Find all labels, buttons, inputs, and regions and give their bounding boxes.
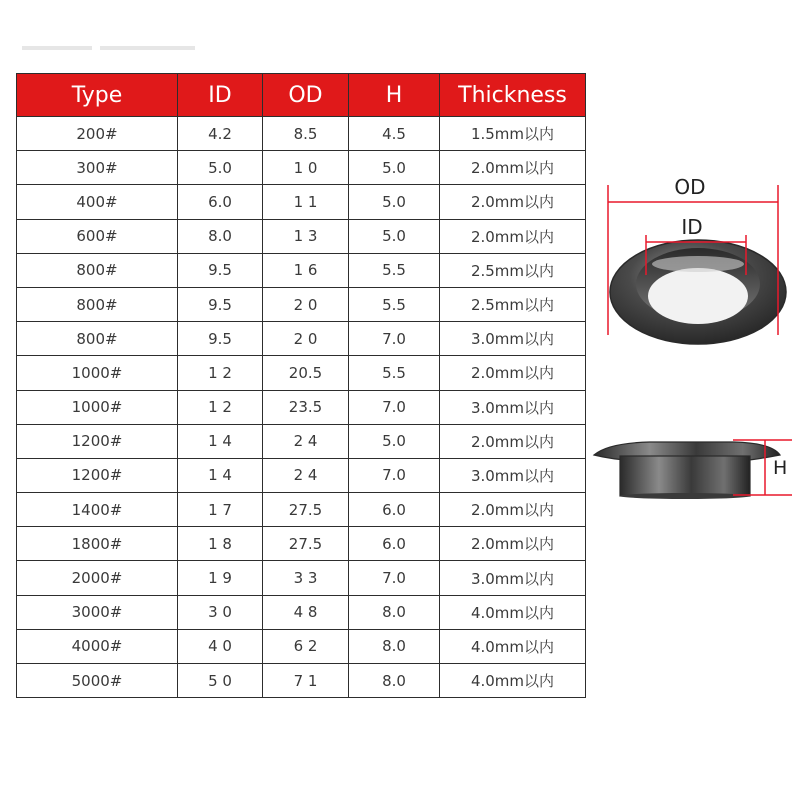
table-row: [17, 185, 586, 219]
cell-type: 300#: [17, 151, 178, 185]
table-row: [17, 356, 586, 390]
cell-h: 5.5: [349, 287, 440, 321]
cell-thickness: 2.0mm以内: [440, 424, 586, 458]
cell-h: 7.0: [349, 561, 440, 595]
table-row: [17, 629, 586, 663]
cell-id: 1 8: [178, 527, 263, 561]
cell-type: 200#: [17, 117, 178, 151]
table-row: [17, 287, 586, 321]
cell-od: 6 2: [263, 629, 349, 663]
cell-type: 800#: [17, 287, 178, 321]
cell-thickness: 4.0mm以内: [440, 629, 586, 663]
table-row: [17, 151, 586, 185]
cell-h: 5.0: [349, 424, 440, 458]
table-row: [17, 561, 586, 595]
cell-type: 4000#: [17, 629, 178, 663]
cell-od: 2 0: [263, 287, 349, 321]
table-row: [17, 117, 586, 151]
eyelet-top-view: [610, 240, 786, 344]
table-body: [17, 117, 586, 698]
header-id: ID: [178, 74, 263, 117]
cell-type: 800#: [17, 253, 178, 287]
faint-title-bar-2: [100, 46, 195, 50]
cell-thickness: 2.0mm以内: [440, 356, 586, 390]
cell-h: 8.0: [349, 595, 440, 629]
cell-type: 1200#: [17, 424, 178, 458]
cell-thickness: 1.5mm以内: [440, 117, 586, 151]
cell-id: 4 0: [178, 629, 263, 663]
cell-type: 1400#: [17, 493, 178, 527]
table-row: [17, 390, 586, 424]
cell-h: 8.0: [349, 664, 440, 698]
cell-id: 9.5: [178, 287, 263, 321]
cell-type: 400#: [17, 185, 178, 219]
cell-id: 6.0: [178, 185, 263, 219]
cell-id: 9.5: [178, 253, 263, 287]
faint-title-bar-1: [22, 46, 92, 50]
table-row: [17, 322, 586, 356]
table-row: [17, 527, 586, 561]
cell-h: 6.0: [349, 493, 440, 527]
cell-h: 7.0: [349, 458, 440, 492]
cell-type: 1000#: [17, 356, 178, 390]
cell-od: 23.5: [263, 390, 349, 424]
cell-h: 7.0: [349, 390, 440, 424]
cell-id: 1 2: [178, 390, 263, 424]
cell-od: 3 3: [263, 561, 349, 595]
header-od: OD: [263, 74, 349, 117]
cell-thickness: 4.0mm以内: [440, 664, 586, 698]
table-row: [17, 595, 586, 629]
cell-od: 8.5: [263, 117, 349, 151]
cell-od: 1 0: [263, 151, 349, 185]
cell-h: 5.5: [349, 253, 440, 287]
cell-thickness: 3.0mm以内: [440, 322, 586, 356]
cell-od: 2 4: [263, 458, 349, 492]
table-row: [17, 493, 586, 527]
cell-h: 5.5: [349, 356, 440, 390]
cell-thickness: 3.0mm以内: [440, 458, 586, 492]
cell-id: 1 9: [178, 561, 263, 595]
cell-thickness: 2.0mm以内: [440, 185, 586, 219]
cell-id: 4.2: [178, 117, 263, 151]
cell-type: 1800#: [17, 527, 178, 561]
cell-thickness: 4.0mm以内: [440, 595, 586, 629]
cell-type: 3000#: [17, 595, 178, 629]
cell-thickness: 2.0mm以内: [440, 527, 586, 561]
table-row: [17, 458, 586, 492]
cell-od: 20.5: [263, 356, 349, 390]
header-thickness: Thickness: [440, 74, 586, 117]
cell-h: 8.0: [349, 629, 440, 663]
cell-h: 5.0: [349, 185, 440, 219]
cell-id: 5 0: [178, 664, 263, 698]
size-spec-table: [16, 73, 586, 698]
table-row: [17, 424, 586, 458]
cell-thickness: 3.0mm以内: [440, 390, 586, 424]
cell-id: 3 0: [178, 595, 263, 629]
cell-id: 9.5: [178, 322, 263, 356]
cell-type: 800#: [17, 322, 178, 356]
id-label: ID: [681, 215, 703, 239]
eyelet-dimension-diagram: [588, 150, 800, 510]
h-label: H: [773, 457, 788, 479]
header-type: Type: [17, 74, 178, 117]
cell-h: 7.0: [349, 322, 440, 356]
cell-od: 4 8: [263, 595, 349, 629]
header-h: H: [349, 74, 440, 117]
cell-type: 1200#: [17, 458, 178, 492]
table-header-row: [17, 74, 586, 117]
cell-od: 1 3: [263, 219, 349, 253]
eyelet-side-view: [594, 442, 780, 499]
cell-h: 6.0: [349, 527, 440, 561]
cell-od: 27.5: [263, 493, 349, 527]
table-row: [17, 664, 586, 698]
cell-thickness: 2.5mm以内: [440, 287, 586, 321]
cell-type: 2000#: [17, 561, 178, 595]
table-row: [17, 219, 586, 253]
cell-id: 5.0: [178, 151, 263, 185]
cell-id: 1 2: [178, 356, 263, 390]
cell-h: 5.0: [349, 219, 440, 253]
cell-id: 8.0: [178, 219, 263, 253]
od-label: OD: [674, 175, 706, 199]
cell-thickness: 2.0mm以内: [440, 493, 586, 527]
cell-od: 1 1: [263, 185, 349, 219]
cell-od: 2 4: [263, 424, 349, 458]
cell-od: 27.5: [263, 527, 349, 561]
cell-h: 5.0: [349, 151, 440, 185]
cell-od: 1 6: [263, 253, 349, 287]
cell-thickness: 2.0mm以内: [440, 219, 586, 253]
table-row: [17, 253, 586, 287]
cell-h: 4.5: [349, 117, 440, 151]
cell-od: 7 1: [263, 664, 349, 698]
cell-type: 600#: [17, 219, 178, 253]
cell-id: 1 4: [178, 458, 263, 492]
cell-id: 1 7: [178, 493, 263, 527]
cell-id: 1 4: [178, 424, 263, 458]
cell-type: 1000#: [17, 390, 178, 424]
cell-od: 2 0: [263, 322, 349, 356]
cell-thickness: 2.5mm以内: [440, 253, 586, 287]
cell-type: 5000#: [17, 664, 178, 698]
cell-thickness: 2.0mm以内: [440, 151, 586, 185]
cell-thickness: 3.0mm以内: [440, 561, 586, 595]
